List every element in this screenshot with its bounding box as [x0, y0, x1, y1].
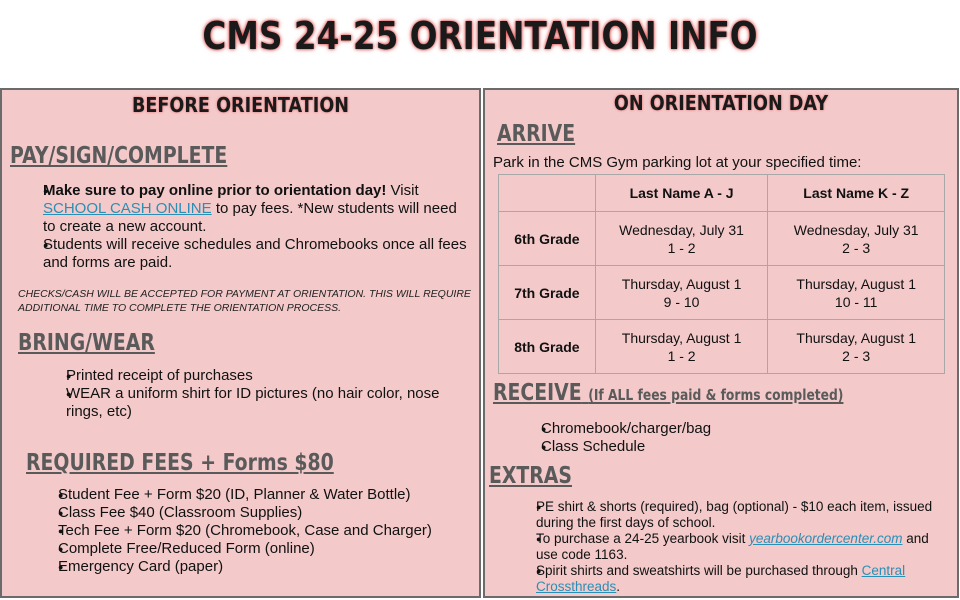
- before-orientation-panel: [0, 88, 481, 598]
- time-text: 10 - 11: [834, 293, 878, 310]
- table-header-cell: [499, 175, 596, 212]
- list-item: ● Chromebook/charger/bag: [507, 420, 927, 438]
- fees-list: [26, 486, 476, 576]
- table-header-row: [499, 175, 945, 212]
- list-item: ● PE shirt & shorts (required), bag (optional) - $10 each item, issued during the first days of school.: [505, 499, 953, 531]
- time-cell: [595, 212, 768, 266]
- day-text: Thursday, August 1: [796, 275, 916, 292]
- pay-sign-complete-heading: PAY/SIGN/COMPLETE: [10, 143, 228, 169]
- checks-cash-note: CHECKS/CASH WILL BE ACCEPTED FOR PAYMENT AT ORIENTATION. THIS WILL REQUIRE ADDITIONAL TIME TO COMPLETE THE ORIENTATION PROCESS.: [18, 288, 471, 314]
- yearbook-text: To purchase a 24-25 yearbook visit: [536, 531, 750, 546]
- list-item: ● Class Fee $40 (Classroom Supplies): [26, 504, 476, 522]
- grade-cell: 8th Grade: [499, 320, 596, 374]
- list-item: [505, 531, 953, 563]
- list-item: ● Student Fee + Form $20 (ID, Planner & Water Bottle): [26, 486, 476, 504]
- school-cash-online-link[interactable]: SCHOOL CASH ONLINE: [43, 200, 212, 217]
- orientation-day-heading: ON ORIENTATION DAY: [613, 91, 829, 115]
- central-crossthreads-link[interactable]: Central Crossthreads: [536, 563, 906, 594]
- list-item: ● Emergency Card (paper): [26, 558, 476, 576]
- pay-text-2: to pay fees. *New students will need to create a new account.: [43, 200, 457, 235]
- grade-cell: 6th Grade: [499, 212, 596, 266]
- list-item: ● Students will receive schedules and Chromebooks once all fees and forms are paid.: [10, 236, 472, 272]
- receive-list: [507, 420, 927, 456]
- before-orientation-heading: BEFORE ORIENTATION: [131, 93, 350, 117]
- day-text: Wednesday, July 31: [793, 221, 919, 238]
- day-text: Thursday, August 1: [621, 329, 742, 346]
- bring-list: [32, 367, 462, 421]
- pay-text: Visit: [386, 182, 419, 199]
- schedule-table: [498, 174, 945, 374]
- extras-heading: EXTRAS: [489, 463, 572, 489]
- spirit-text-2: .: [616, 579, 621, 594]
- list-item: ● Tech Fee + Form $20 (Chromebook, Case and Charger): [26, 522, 476, 540]
- time-cell: [768, 266, 945, 320]
- table-row: [499, 266, 945, 320]
- table-row: [499, 320, 945, 374]
- yearbook-link[interactable]: yearbookordercenter.com: [749, 531, 903, 546]
- day-text: Thursday, August 1: [796, 329, 916, 346]
- table-row: [499, 212, 945, 266]
- receive-title: RECEIVE: [493, 380, 582, 406]
- yearbook-text-2: and use code 1163.: [536, 531, 929, 562]
- orientation-day-panel: [483, 88, 959, 598]
- time-cell: [768, 212, 945, 266]
- day-text: Wednesday, July 31: [619, 221, 744, 238]
- bring-wear-heading: BRING/WEAR: [18, 330, 155, 356]
- table-header-cell: Last Name A - J: [595, 175, 768, 212]
- pay-list: [10, 182, 472, 272]
- time-text: 2 - 3: [842, 239, 871, 256]
- list-item: [505, 563, 953, 595]
- time-text: 1 - 2: [667, 347, 696, 364]
- grade-cell: 7th Grade: [499, 266, 596, 320]
- time-cell: [595, 266, 768, 320]
- time-text: 1 - 2: [667, 239, 696, 256]
- arrive-heading: ARRIVE: [497, 121, 576, 147]
- arrive-instructions: Park in the CMS Gym parking lot at your specified time:: [493, 154, 862, 171]
- extras-list: [505, 499, 953, 595]
- day-text: Thursday, August 1: [621, 275, 742, 292]
- receive-condition: (If ALL fees paid & forms completed): [588, 386, 844, 404]
- receive-heading: [493, 380, 843, 406]
- table-header-cell: Last Name K - Z: [768, 175, 945, 212]
- required-fees-heading: REQUIRED FEES + Forms $80: [26, 450, 334, 476]
- list-item: ● Class Schedule: [507, 438, 927, 456]
- page-title: CMS 24-25 ORIENTATION INFO: [202, 14, 758, 58]
- list-item: ● Printed receipt of purchases: [32, 367, 462, 385]
- time-cell: [768, 320, 945, 374]
- spirit-text: Spirit shirts and sweatshirts will be purchased through: [536, 563, 862, 578]
- time-text: 2 - 3: [842, 347, 871, 364]
- list-item: ● WEAR a uniform shirt for ID pictures (no hair color, nose rings, etc): [32, 385, 462, 421]
- time-cell: [595, 320, 768, 374]
- list-item: [10, 182, 472, 236]
- pay-online-bold: Make sure to pay online prior to orientation day!: [43, 182, 387, 199]
- time-text: 9 - 10: [663, 293, 700, 310]
- list-item: ● Complete Free/Reduced Form (online): [26, 540, 476, 558]
